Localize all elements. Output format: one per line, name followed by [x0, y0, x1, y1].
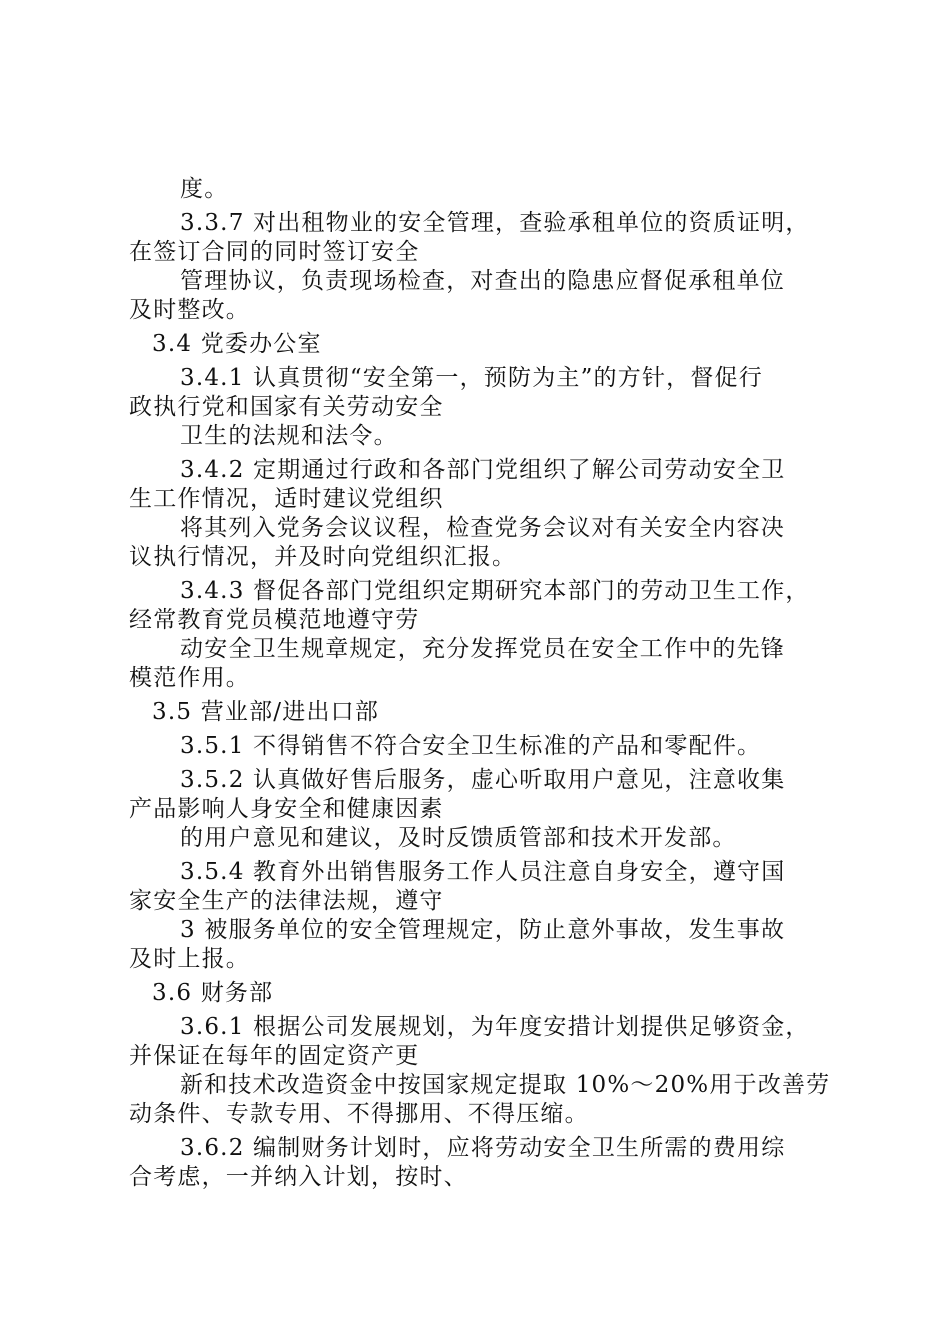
text-line: 模范作用。	[129, 665, 250, 691]
text-line: 将其列入党务会议议程，检查党务会议对有关安全内容决	[180, 515, 785, 541]
text-line: 及时上报。	[129, 946, 250, 972]
text-line: 管理协议，负责现场检查，对查出的隐患应督促承租单位	[180, 268, 785, 294]
text-line: 3.4.1 认真贯彻“安全第一，预防为主”的方针，督促行	[180, 365, 763, 391]
text-line: 3.5.2 认真做好售后服务，虚心听取用户意见，注意收集	[180, 767, 786, 793]
text-line: 动安全卫生规章规定，充分发挥党员在安全工作中的先锋	[180, 636, 785, 662]
text-line: 及时整改。	[129, 297, 250, 323]
text-line: 家安全生产的法律法规，遵守	[129, 888, 444, 914]
text-line: 新和技术改造资金中按国家规定提取 10%～20%用于改善劳	[180, 1072, 831, 1098]
text-line: 卫生的法规和法令。	[180, 423, 398, 449]
text-line: 的用户意见和建议，及时反馈质管部和技术开发部。	[180, 825, 737, 851]
text-line: 3.3.7 对出租物业的安全管理，查验承租单位的资质证明，	[180, 210, 810, 236]
section-heading: 3.6 财务部	[152, 980, 274, 1006]
text-line: 议执行情况，并及时向党组织汇报。	[129, 544, 517, 570]
text-line: 并保证在每年的固定资产更	[129, 1043, 420, 1069]
section-heading: 3.5 营业部/进出口部	[152, 699, 380, 725]
text-line: 经常教育党员模范地遵守劳	[129, 607, 420, 633]
text-line: 3.6.2 编制财务计划时，应将劳动安全卫生所需的费用综	[180, 1135, 786, 1161]
text-line: 3.4.2 定期通过行政和各部门党组织了解公司劳动安全卫	[180, 457, 786, 483]
text-line: 3 被服务单位的安全管理规定，防止意外事故，发生事故	[180, 917, 786, 943]
text-line: 3.5.4 教育外出销售服务工作人员注意自身安全，遵守国	[180, 859, 786, 885]
text-line: 动条件、专款专用、不得挪用、不得压缩。	[129, 1101, 589, 1127]
section-heading: 3.4 党委办公室	[152, 331, 322, 357]
text-line: 在签订合同的同时签订安全	[129, 239, 420, 265]
text-line: 生工作情况，适时建议党组织	[129, 486, 444, 512]
text-line: 合考虑，一并纳入计划，按时、	[129, 1164, 468, 1190]
text-line: 3.6.1 根据公司发展规划，为年度安措计划提供足够资金，	[180, 1014, 810, 1040]
text-line: 3.4.3 督促各部门党组织定期研究本部门的劳动卫生工作，	[180, 578, 810, 604]
text-line: 产品影响人身安全和健康因素	[129, 796, 444, 822]
text-line: 度。	[180, 176, 229, 202]
text-line: 3.5.1 不得销售不符合安全卫生标准的产品和零配件。	[180, 733, 762, 759]
text-line: 政执行党和国家有关劳动安全	[129, 394, 444, 420]
